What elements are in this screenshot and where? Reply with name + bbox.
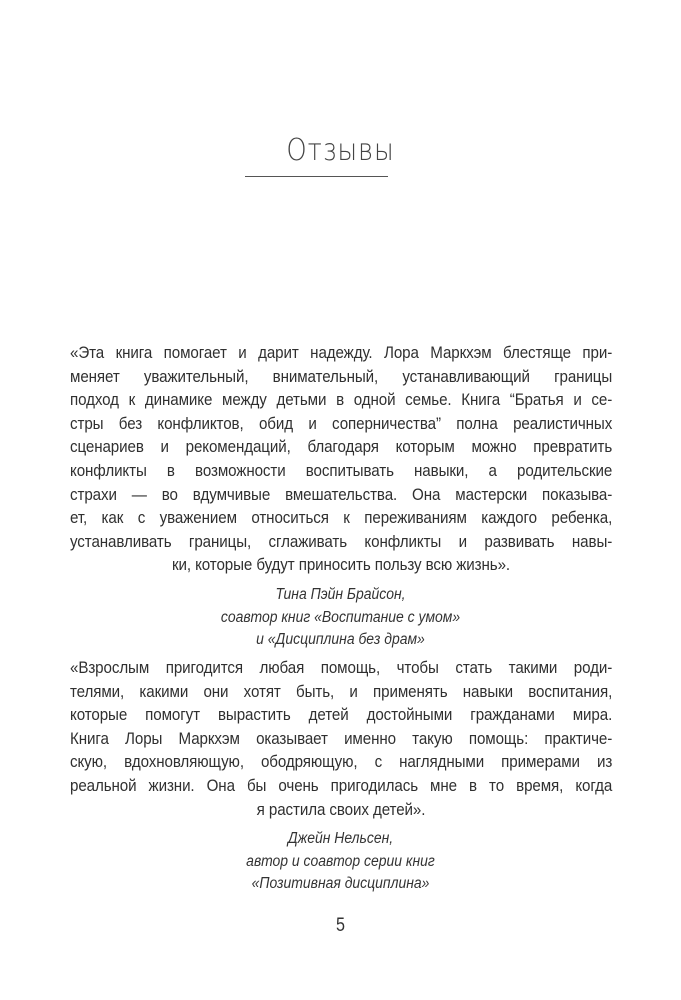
page-title: Отзывы <box>286 133 395 168</box>
quote-line: «Эта книга помогает и дарит надежду. Лора Маркхэм блестяще при- <box>70 344 613 362</box>
quote-line: «Взрослым пригодится любая помощь, чтобы стать такими роди- <box>70 659 613 677</box>
attribution-role: автор и соавтор серии книг <box>246 852 435 870</box>
quote-line: телями, какими они хотят быть, и применять навыки воспитания, <box>70 682 613 701</box>
quote-line-last: я растила своих детей». <box>256 800 426 819</box>
quote-line-last: ки, которые будут приносить пользу всю жизнь». <box>171 556 511 575</box>
attribution-role: «Позитивная дисциплина» <box>251 875 430 892</box>
attribution-author: Джейн Нельсен, <box>287 830 394 847</box>
attribution-role: соавтор книг «Воспитание с умом» <box>220 608 461 626</box>
review-attribution-2 <box>0 828 681 896</box>
review-quote-1 <box>70 342 612 578</box>
quote-line: реальной жизни. Она бы очень пригодилась мне в то время, когда <box>70 776 613 795</box>
attribution-author: Тина Пэйн Брайсон, <box>275 586 406 603</box>
page-number: 5 <box>335 915 345 936</box>
quote-line: конфликты в возможности воспитывать навыки, а родительские <box>70 461 613 480</box>
quote-line: устанавливать границы, сглаживать конфликты и развивать навы- <box>70 532 613 551</box>
quote-line: ет, как с уважением относиться к переживаниям каждого ребенка, <box>70 509 613 528</box>
quote-line: сценариев и рекомендаций, благодаря которым можно превратить <box>70 438 613 457</box>
title-divider <box>245 176 388 177</box>
quote-line: стры без конфликтов, обид и соперничества” полна реалистичных <box>70 414 613 433</box>
quote-line: меняет уважительный, внимательный, устанавливающий границы <box>70 367 613 386</box>
quote-line: страхи — во вдумчивые вмешательства. Она мастерски показыва- <box>70 485 613 504</box>
quote-line: Книга Лоры Маркхэм оказывает именно такую помощь: практиче- <box>70 729 613 748</box>
quote-line: которые помогут вырастить детей достойными гражданами мира. <box>70 706 613 725</box>
review-quote-2 <box>70 657 612 822</box>
quote-line: скую, вдохновляющую, ободряющую, с наглядными примерами из <box>70 753 613 772</box>
quote-line: подход к динамике между детьми в одной семье. Книга “Братья и се- <box>70 391 613 410</box>
review-attribution-1 <box>0 584 681 652</box>
attribution-role: и «Дисциплина без драм» <box>256 631 425 648</box>
